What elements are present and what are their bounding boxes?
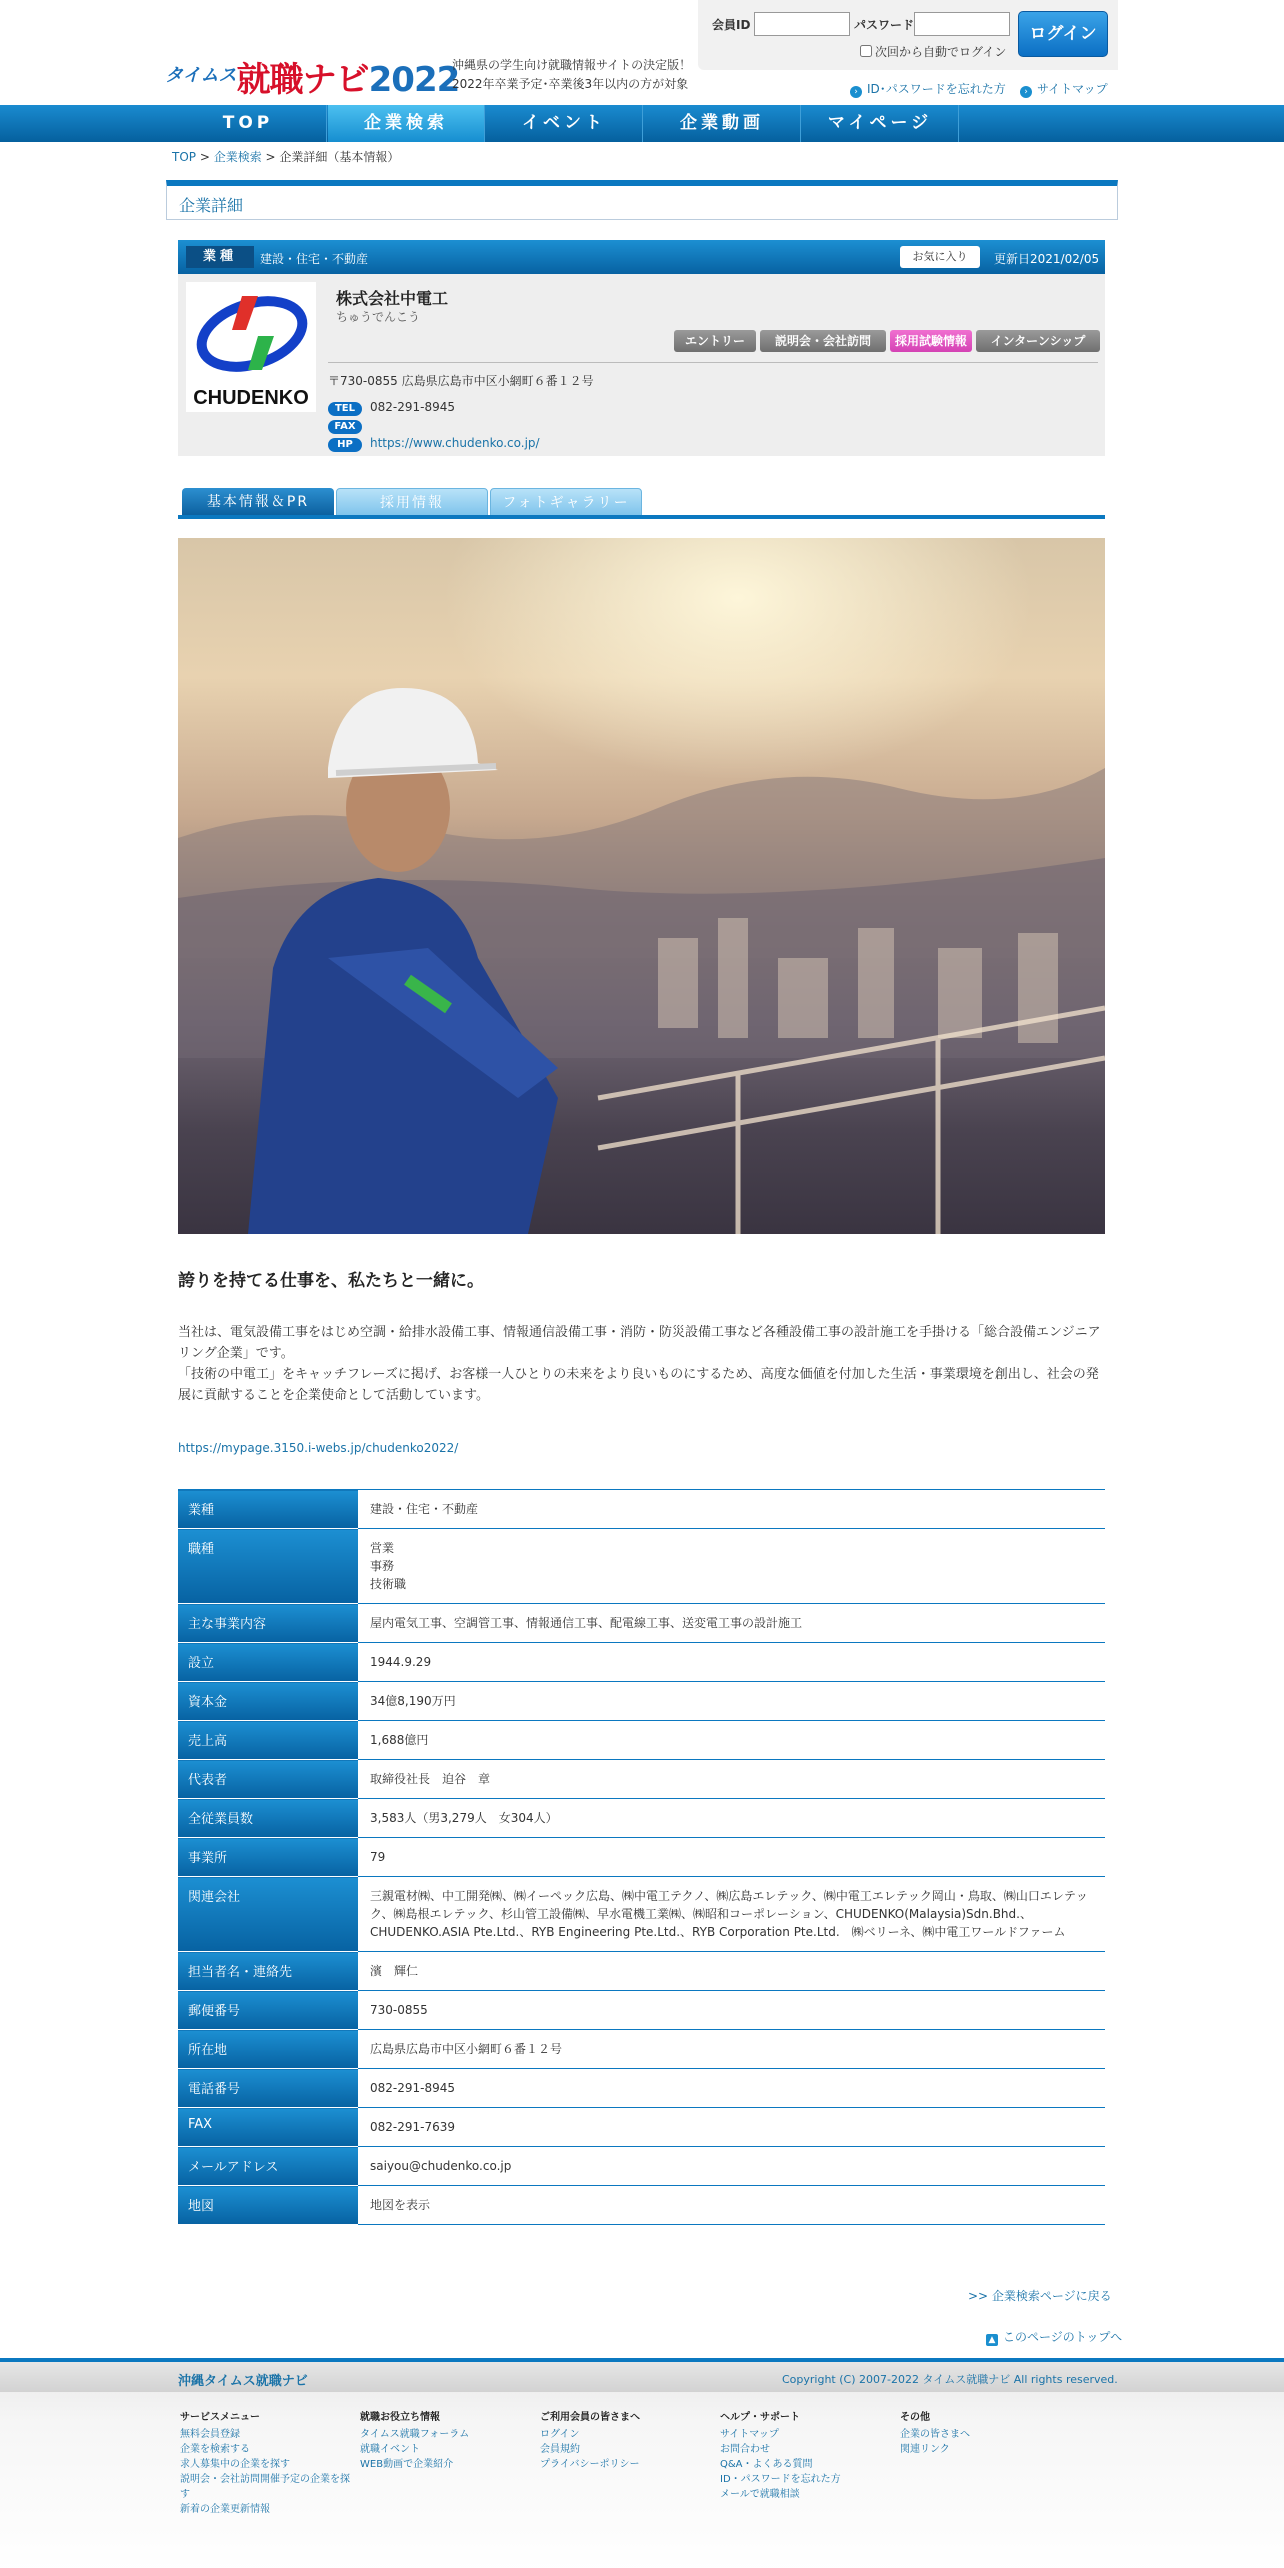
company-hero-image bbox=[178, 538, 1105, 1234]
footer-column-title: ヘルプ・サポート bbox=[720, 2412, 800, 2423]
footer-link[interactable]: ログイン bbox=[540, 2429, 580, 2440]
breadcrumb-company-search[interactable]: 企業検索 bbox=[213, 150, 262, 164]
info-row bbox=[178, 1604, 1105, 1643]
info-row bbox=[178, 2186, 1105, 2225]
footer-column bbox=[180, 2410, 350, 2517]
nav-company-search[interactable]: 企業検索 bbox=[328, 105, 485, 142]
company-fax-row bbox=[328, 418, 370, 434]
back-to-search-link[interactable]: >> 企業検索ページに戻る bbox=[968, 2289, 1112, 2303]
info-row-label: FAX bbox=[178, 2108, 358, 2147]
info-row bbox=[178, 1838, 1105, 1877]
info-row bbox=[178, 2069, 1105, 2108]
pr-paragraph-1: 当社は、電気設備工事をはじめ空調・給排水設備工事、情報通信設備工事・消防・防災設備工事など各種設備工事の設計施工を手掛ける「総合設備エンジニアリング企業」です。 bbox=[178, 1325, 1101, 1361]
footer-link[interactable]: 求人募集中の企業を探す bbox=[180, 2459, 290, 2470]
footer-link[interactable]: 会員規約 bbox=[540, 2444, 580, 2455]
info-row-value[interactable]: saiyou@chudenko.co.jp bbox=[358, 2147, 1105, 2186]
tagline-line-2: 2022年卒業予定･卒業後3年以内の方が対象 bbox=[452, 77, 689, 91]
company-tel-row bbox=[328, 400, 455, 416]
password-label: パスワード bbox=[854, 18, 915, 32]
footer-link[interactable]: プライバシーポリシー bbox=[540, 2459, 640, 2470]
info-row-value: 1,688億円 bbox=[358, 1721, 1105, 1760]
company-kana: ちゅうでんこう bbox=[336, 310, 421, 324]
info-row-value[interactable]: 地図を表示 bbox=[358, 2186, 1105, 2225]
footer-column bbox=[720, 2410, 890, 2502]
info-row-value: 建設・住宅・不動産 bbox=[358, 1490, 1105, 1529]
logo-small-text: タイムス bbox=[165, 65, 237, 86]
arrow-up-icon: ▲ bbox=[986, 2334, 998, 2346]
section-title-text: 企業詳細 bbox=[179, 196, 244, 215]
page-top-text: このページのトップへ bbox=[1003, 2330, 1123, 2344]
company-hp-row bbox=[328, 436, 540, 452]
footer-link[interactable]: 関連リンク bbox=[900, 2444, 950, 2455]
pr-headline: 誇りを持てる仕事を、私たちと一緒に。 bbox=[178, 1271, 484, 1291]
login-box bbox=[698, 0, 1118, 70]
favorite-button[interactable]: お気に入り bbox=[900, 246, 980, 268]
site-logo[interactable] bbox=[165, 52, 459, 101]
industry-category: 建設・住宅・不動産 bbox=[260, 252, 369, 266]
info-row bbox=[178, 1991, 1105, 2030]
footer-column bbox=[900, 2410, 1070, 2457]
mypage-link[interactable]: https://mypage.3150.i-webs.jp/chudenko2022/ bbox=[178, 1441, 459, 1455]
member-id-label: 会員ID bbox=[712, 18, 751, 32]
updated-date: 更新日2021/02/05 bbox=[994, 252, 1100, 266]
company-info-body bbox=[178, 1490, 1105, 2225]
info-row bbox=[178, 2147, 1105, 2186]
company-info-table bbox=[178, 1489, 1105, 2225]
pr-body bbox=[178, 1322, 1105, 1406]
fax-badge: FAX bbox=[328, 420, 362, 434]
exam-info-tag-button[interactable]: 採用試験情報 bbox=[890, 330, 972, 352]
company-logo bbox=[186, 282, 316, 412]
info-row bbox=[178, 1682, 1105, 1721]
footer-link[interactable]: 就職イベント bbox=[360, 2444, 420, 2455]
nav-mypage[interactable]: マイページ bbox=[802, 105, 959, 142]
sitemap-link[interactable] bbox=[1020, 80, 1108, 98]
info-row-label: 設立 bbox=[178, 1643, 358, 1682]
footer-bar bbox=[0, 2362, 1284, 2392]
info-row bbox=[178, 1643, 1105, 1682]
site-header bbox=[0, 0, 1284, 105]
industry-label: 業種 bbox=[186, 246, 254, 268]
breadcrumb bbox=[172, 148, 399, 165]
footer-link[interactable]: お問合わせ bbox=[720, 2444, 770, 2455]
info-row-label: 電話番号 bbox=[178, 2069, 358, 2108]
section-title bbox=[166, 180, 1118, 220]
footer-link[interactable]: 無料会員登録 bbox=[180, 2429, 240, 2440]
forgot-password-link[interactable] bbox=[850, 80, 1006, 98]
entry-tag-button[interactable]: エントリー bbox=[674, 330, 756, 352]
breadcrumb-top[interactable]: TOP bbox=[172, 150, 197, 164]
internship-tag-button[interactable]: インターンシップ bbox=[976, 330, 1100, 352]
company-tel: 082-291-8945 bbox=[370, 400, 456, 414]
info-row-label: 所在地 bbox=[178, 2030, 358, 2069]
info-row bbox=[178, 1529, 1105, 1604]
info-row bbox=[178, 1877, 1105, 1952]
company-address: 〒730-0855 広島県広島市中区小網町６番１２号 bbox=[328, 374, 594, 388]
info-row-value: 082-291-8945 bbox=[358, 2069, 1105, 2108]
tab-basic-info[interactable]: 基本情報＆PR bbox=[182, 488, 334, 516]
company-card bbox=[178, 240, 1105, 456]
info-row-value: 屋内電気工事、空調管工事、情報通信工事、配電線工事、送変電工事の設計施工 bbox=[358, 1604, 1105, 1643]
company-name: 株式会社中電工 bbox=[336, 289, 449, 308]
info-row-value: 営業 事務 技術職 bbox=[358, 1529, 1105, 1604]
chudenko-logo-icon bbox=[186, 282, 316, 412]
breadcrumb-separator: > bbox=[261, 150, 280, 164]
footer-column-title: サービスメニュー bbox=[180, 2412, 260, 2423]
pr-paragraph-2: 「技術の中電工」をキャッチフレーズに掲げ、お客様一人ひとりの未来をより良いものにするため、高度な価値を付加した生活・事業環境を創出し、社会の発展に貢献することを企業使命として活動しています。 bbox=[178, 1367, 1099, 1403]
info-row-value: 濱 輝仁 bbox=[358, 1952, 1105, 1991]
card-divider bbox=[328, 362, 1098, 363]
info-row-value: 広島県広島市中区小網町６番１２号 bbox=[358, 2030, 1105, 2069]
login-button[interactable]: ログイン bbox=[1018, 11, 1108, 57]
footer-column bbox=[360, 2410, 530, 2472]
logo-main-text: 就職ナビ bbox=[236, 60, 369, 100]
info-row bbox=[178, 1490, 1105, 1529]
company-card-header bbox=[178, 240, 1105, 274]
forgot-password-text: ID･パスワードを忘れた方 bbox=[867, 82, 1006, 96]
info-row bbox=[178, 1952, 1105, 1991]
info-row bbox=[178, 1760, 1105, 1799]
info-row-label: 主な事業内容 bbox=[178, 1604, 358, 1643]
global-nav bbox=[0, 105, 1284, 142]
tab-recruit-info[interactable]: 採用情報 bbox=[336, 488, 488, 516]
info-row-label: 担当者名・連絡先 bbox=[178, 1952, 358, 1991]
footer-column-title: ご利用会員の皆さまへ bbox=[540, 2412, 640, 2423]
footer-link[interactable]: ID・パスワードを忘れた方 bbox=[720, 2474, 841, 2485]
tab-underline bbox=[178, 515, 1105, 519]
info-row-value: 三親電材㈱、中工開発㈱、㈱イーペック広島、㈱中電工テクノ、㈱広島エレテック、㈱中電工エレテック岡山・鳥取、㈱山口エレテック、㈱島根エレテック、杉山管工設備㈱、早水電機工業㈱、㈱昭和コーポレーション、CHUDENKO(Malaysia)Sdn.Bhd.、CHUDENKO.ASIA Pte.Ltd.、RYB Engineering Pte.Ltd.、RYB Corporation Pte.Ltd. ㈱ベリーネ、㈱中電工ワールドファーム bbox=[358, 1877, 1105, 1952]
info-row bbox=[178, 2030, 1105, 2069]
info-row-label: 職種 bbox=[178, 1529, 358, 1604]
footer-link[interactable]: メールで就職相談 bbox=[720, 2489, 800, 2500]
info-row-label: メールアドレス bbox=[178, 2147, 358, 2186]
copyright: Copyright (C) 2007-2022 タイムス就職ナビ All rights reserved. bbox=[782, 2373, 1118, 2386]
nav-company-video[interactable]: 企業動画 bbox=[644, 105, 801, 142]
info-row-label: 事業所 bbox=[178, 1838, 358, 1877]
auto-login-option[interactable] bbox=[860, 43, 1006, 60]
info-row-value: 取締役社長 迫谷 章 bbox=[358, 1760, 1105, 1799]
briefing-tag-button[interactable]: 説明会・会社訪問 bbox=[760, 330, 886, 352]
member-id-input[interactable] bbox=[754, 12, 850, 36]
info-row-label: 全従業員数 bbox=[178, 1799, 358, 1838]
tagline-line-1: 沖縄県の学生向け就職情報サイトの決定版！ bbox=[452, 58, 692, 72]
site-tagline bbox=[452, 56, 691, 94]
breadcrumb-separator: > bbox=[196, 150, 214, 164]
footer-link[interactable]: WEB動画で企業紹介 bbox=[360, 2459, 454, 2470]
logo-year-text: 2022 bbox=[368, 60, 460, 100]
nav-top[interactable]: TOP bbox=[170, 105, 327, 142]
footer-link[interactable]: 企業の皆さまへ bbox=[900, 2429, 970, 2440]
info-row-value: 730-0855 bbox=[358, 1991, 1105, 2030]
info-row-value: 1944.9.29 bbox=[358, 1643, 1105, 1682]
footer-column bbox=[540, 2410, 710, 2472]
auto-login-checkbox[interactable] bbox=[860, 45, 872, 57]
info-row-label: 代表者 bbox=[178, 1760, 358, 1799]
info-row-value: 082-291-7639 bbox=[358, 2108, 1105, 2147]
footer-link[interactable]: 新着の企業更新情報 bbox=[180, 2504, 270, 2515]
footer-column-title: その他 bbox=[900, 2412, 930, 2423]
info-row-label: 業種 bbox=[178, 1490, 358, 1529]
breadcrumb-current: 企業詳細（基本情報） bbox=[279, 150, 400, 164]
arrow-right-icon: › bbox=[850, 86, 862, 98]
tab-photo-gallery[interactable]: フォトギャラリー bbox=[490, 488, 642, 516]
company-hp-link[interactable]: https://www.chudenko.co.jp/ bbox=[370, 436, 540, 450]
info-row-label: 関連会社 bbox=[178, 1877, 358, 1952]
worker-photo-illustration bbox=[178, 538, 1105, 1234]
site-footer bbox=[0, 2358, 1284, 2568]
hp-badge: HP bbox=[328, 438, 362, 452]
info-row-label: 売上高 bbox=[178, 1721, 358, 1760]
footer-brand: 沖縄タイムス就職ナビ bbox=[178, 2374, 308, 2389]
info-row-value: 34億8,190万円 bbox=[358, 1682, 1105, 1721]
footer-link[interactable]: タイムス就職フォーラム bbox=[360, 2429, 470, 2440]
info-row bbox=[178, 2108, 1105, 2147]
password-input[interactable] bbox=[914, 12, 1010, 36]
footer-column-title: 就職お役立ち情報 bbox=[360, 2412, 440, 2423]
auto-login-label: 次回から自動でログイン bbox=[875, 45, 1007, 59]
info-row bbox=[178, 1799, 1105, 1838]
sitemap-text: サイトマップ bbox=[1037, 82, 1108, 96]
info-row-value: 79 bbox=[358, 1838, 1105, 1877]
footer-link[interactable]: Q&A・よくある質問 bbox=[720, 2459, 813, 2470]
page-top-link[interactable] bbox=[986, 2328, 1122, 2346]
info-row-value: 3,583人（男3,279人 女304人） bbox=[358, 1799, 1105, 1838]
arrow-right-icon: › bbox=[1020, 86, 1032, 98]
info-row-label: 資本金 bbox=[178, 1682, 358, 1721]
footer-link[interactable]: サイトマップ bbox=[720, 2429, 779, 2440]
info-row-label: 地図 bbox=[178, 2186, 358, 2225]
footer-link[interactable]: 説明会・会社訪問開催予定の企業を探す bbox=[180, 2474, 350, 2500]
footer-link[interactable]: 企業を検索する bbox=[180, 2444, 250, 2455]
tel-badge: TEL bbox=[328, 402, 362, 416]
nav-event[interactable]: イベント bbox=[486, 105, 643, 142]
info-row bbox=[178, 1721, 1105, 1760]
info-row-label: 郵便番号 bbox=[178, 1991, 358, 2030]
company-logo-text: CHUDENKO bbox=[193, 387, 309, 409]
